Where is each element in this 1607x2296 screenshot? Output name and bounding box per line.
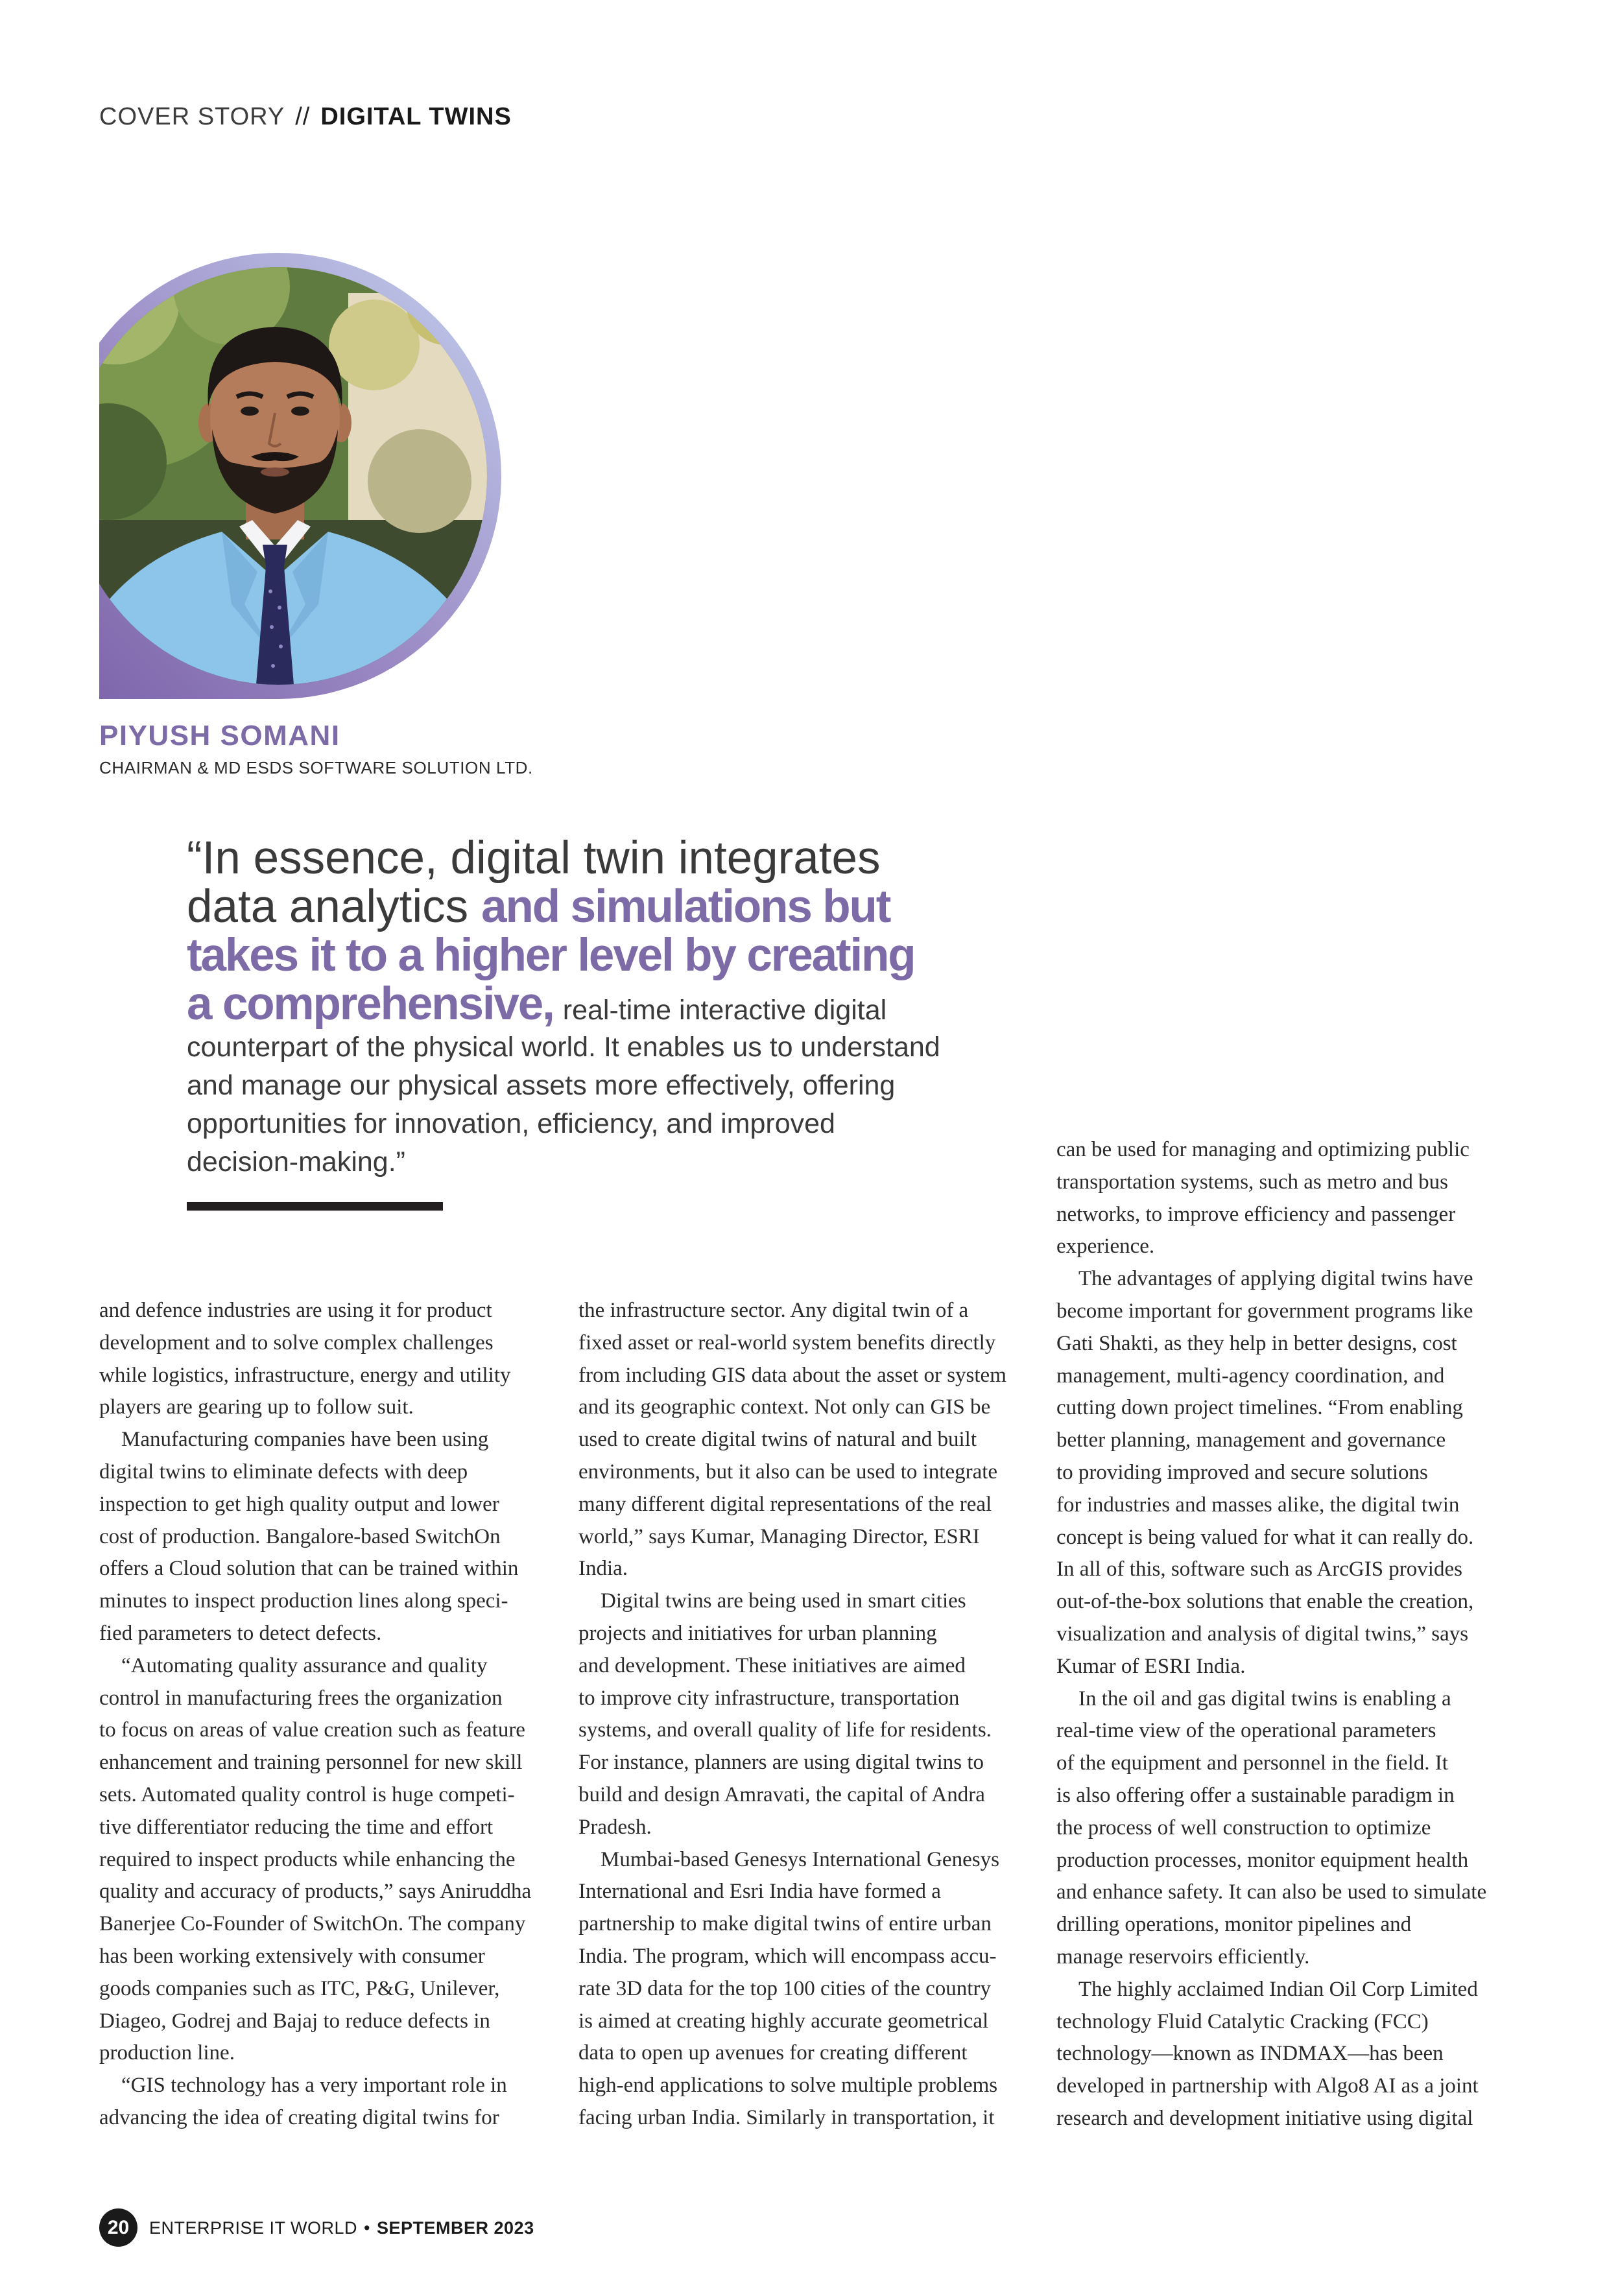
body-line: the process of well construction to optimize [1056,1816,1431,1840]
body-line: quality and accuracy of products,” says Aniruddha [99,1880,532,1904]
body-line: inspection to get high quality output and lower [99,1492,499,1516]
portrait-photo [99,267,487,685]
body-line: environments, but it also can be used to integrate [578,1460,998,1484]
body-line: cutting down project timelines. “From enabling [1056,1396,1463,1420]
body-line: visualization and analysis of digital twins,” says [1056,1622,1469,1646]
body-line: International and Esri India have formed a [578,1880,941,1904]
body-line: and defence industries are using it for product [99,1299,492,1322]
body-line: India. The program, which will encompass accu- [578,1944,997,1968]
running-header [99,102,512,132]
body-line: enhancement and training personnel for new skill [99,1751,523,1775]
body-line: partnership to make digital twins of entire urban [578,1912,992,1936]
quote-highlight: and simulations but [481,881,890,932]
body-line: is aimed at creating highly accurate geometrical [578,2009,989,2033]
folio-bullet: • [364,2218,370,2238]
body-line: to focus on areas of value creation such as feature [99,1718,525,1742]
body-line: has been working extensively with consumer [99,1944,485,1968]
body-line: manage reservoirs efficiently. [1056,1945,1310,1969]
quote-text: “In essence, digital twin integrates [187,833,881,884]
body-line: advancing the idea of creating digital twins for [99,2105,499,2129]
publication-name: ENTERPRISE IT WORLD [149,2218,358,2238]
body-line: cost of production. Bangalore-based SwitchOn [99,1524,501,1548]
quote-line [187,980,940,1028]
body-line: Diageo, Godrej and Bajaj to reduce defects in [99,2009,490,2033]
body-line: goods companies such as ITC, P&G, Unilever, [99,1976,500,2000]
person-name: PIYUSH SOMANI [99,720,340,752]
body-line: Pradesh. [578,1815,652,1839]
quote-text: real-time interactive digital [562,995,887,1026]
body-line: technology Fluid Catalytic Cracking (FCC) [1056,2009,1429,2033]
body-line: while logistics, infrastructure, energy and utility [99,1363,511,1387]
quote-line [187,931,940,980]
body-line: Gati Shakti, as they help in better designs, cost [1056,1331,1457,1355]
body-line: developed in partnership with Algo8 AI as a joint [1056,2074,1479,2098]
body-line: fied parameters to detect defects. [99,1621,382,1645]
body-line: from including GIS data about the asset or system [578,1363,1006,1387]
body-line: development and to solve complex challenges [99,1331,494,1355]
body-line: can be used for managing and optimizing public [1056,1138,1470,1161]
body-line: networks, to improve efficiency and passenger [1056,1202,1456,1226]
body-column-1 [99,1295,547,2135]
footer-folio [149,2217,534,2239]
body-line: drilling operations, monitor pipelines and [1056,1913,1412,1937]
body-line: to improve city infrastructure, transportation [578,1686,960,1710]
issue-date: SEPTEMBER 2023 [377,2218,534,2238]
body-line: concept is being valued for what it can really do. [1056,1525,1474,1549]
body-line: sets. Automated quality control is huge competi- [99,1782,515,1806]
body-line: used to create digital twins of natural and built [578,1428,977,1452]
body-line: For instance, planners are using digital twins to [578,1751,984,1775]
topic-label: DIGITAL TWINS [320,103,512,130]
body-line: of the equipment and personnel in the field. It [1056,1751,1448,1775]
body-line: the infrastructure sector. Any digital twin of a [578,1299,969,1322]
body-line: projects and initiatives for urban planning [578,1621,937,1645]
paragraph-first-line: The advantages of applying digital twins have [1078,1267,1473,1291]
body-line: fixed asset or real-world system benefits directly [578,1331,996,1355]
body-line: rate 3D data for the top 100 cities of the country [578,1976,991,2000]
paragraph-first-line: In the oil and gas digital twins is enabling a [1078,1686,1451,1710]
body-line: real-time view of the operational parameters [1056,1719,1436,1743]
body-line: facing urban India. Similarly in transportation, it [578,2105,995,2129]
body-line: to providing improved and secure solutions [1056,1460,1428,1484]
body-column-3 [1056,1134,1504,2135]
paragraph-first-line: “Automating quality assurance and quality [121,1653,488,1677]
body-line: build and design Amravati, the capital of Andra [578,1782,985,1806]
section-label: COVER STORY [99,103,285,130]
body-line: out-of-the-box solutions that enable the creation, [1056,1590,1474,1614]
pull-quote [187,834,940,1181]
body-line: minutes to inspect production lines along speci- [99,1589,508,1613]
body-line: production line. [99,2041,235,2065]
quote-text: and manage our physical assets more effectively, offering [187,1070,896,1101]
body-line: and enhance safety. It can also be used to simulate [1056,1880,1487,1904]
body-line: many different digital representations of the real [578,1492,992,1516]
person-title: CHAIRMAN & MD ESDS SOFTWARE SOLUTION LTD. [99,758,533,777]
body-line: tive differentiator reducing the time and effort [99,1815,494,1839]
quote-highlight: a comprehensive, [187,978,554,1030]
person-photo [99,267,487,685]
portrait [99,253,501,699]
quote-line [187,834,940,882]
body-line: required to inspect products while enhancing the [99,1847,516,1871]
body-line: is also offering offer a sustainable paradigm in [1056,1783,1455,1807]
body-line: and development. These initiatives are aimed [578,1653,966,1677]
body-line: and its geographic context. Not only can GIS be [578,1395,991,1419]
quote-line [187,1105,940,1143]
header-separator: // [295,103,311,130]
quote-text: data analytics [187,881,469,932]
body-line: technology—known as INDMAX—has been [1056,2042,1444,2066]
quote-text: counterpart of the physical world. It enables us to understand [187,1032,940,1063]
paragraph-first-line: “GIS technology has a very important role in [121,2074,507,2098]
paragraph-first-line: Digital twins are being used in smart cities [601,1589,966,1613]
portrait-frame [99,253,501,699]
body-line: become important for government programs like [1056,1299,1473,1323]
body-column-2 [578,1295,1026,2135]
quote-text: opportunities for innovation, efficiency, and improved [187,1108,835,1139]
paragraph-first-line: The highly acclaimed Indian Oil Corp Limited [1078,1977,1478,2001]
body-line: digital twins to eliminate defects with deep [99,1460,468,1484]
body-line: control in manufacturing frees the organization [99,1686,503,1710]
body-line: research and development initiative using digital [1056,2106,1473,2130]
body-line: India. [578,1557,628,1581]
body-line: better planning, management and governance [1056,1428,1446,1452]
body-line: management, multi-agency coordination, and [1056,1364,1445,1388]
body-line: Banerjee Co-Founder of SwitchOn. The company [99,1912,526,1936]
quote-rule [187,1202,443,1211]
body-line: offers a Cloud solution that can be trained within [99,1557,519,1581]
body-line: players are gearing up to follow suit. [99,1395,414,1419]
quote-line [187,1028,940,1067]
body-line: Kumar of ESRI India. [1056,1654,1246,1678]
body-line: world,” says Kumar, Managing Director, ESRI [578,1524,980,1548]
body-line: data to open up avenues for creating different [578,2041,968,2065]
paragraph-first-line: Mumbai-based Genesys International Genesys [601,1847,999,1871]
body-line: production processes, monitor equipment health [1056,1848,1469,1872]
page-number-badge: 20 [99,2208,137,2247]
quote-text: decision-making.” [187,1146,405,1178]
body-line: In all of this, software such as ArcGIS provides [1056,1557,1462,1581]
body-line: experience. [1056,1235,1155,1259]
body-line: transportation systems, such as metro and bus [1056,1170,1448,1194]
body-line: for industries and masses alike, the digital twin [1056,1493,1460,1517]
quote-line [187,1067,940,1105]
body-line: high-end applications to solve multiple problems [578,2074,998,2098]
paragraph-first-line: Manufacturing companies have been using [121,1428,489,1452]
quote-line [187,1143,940,1181]
quote-highlight: takes it to a higher level by creating [187,930,915,981]
body-line: systems, and overall quality of life for residents. [578,1718,992,1742]
quote-line [187,882,940,931]
